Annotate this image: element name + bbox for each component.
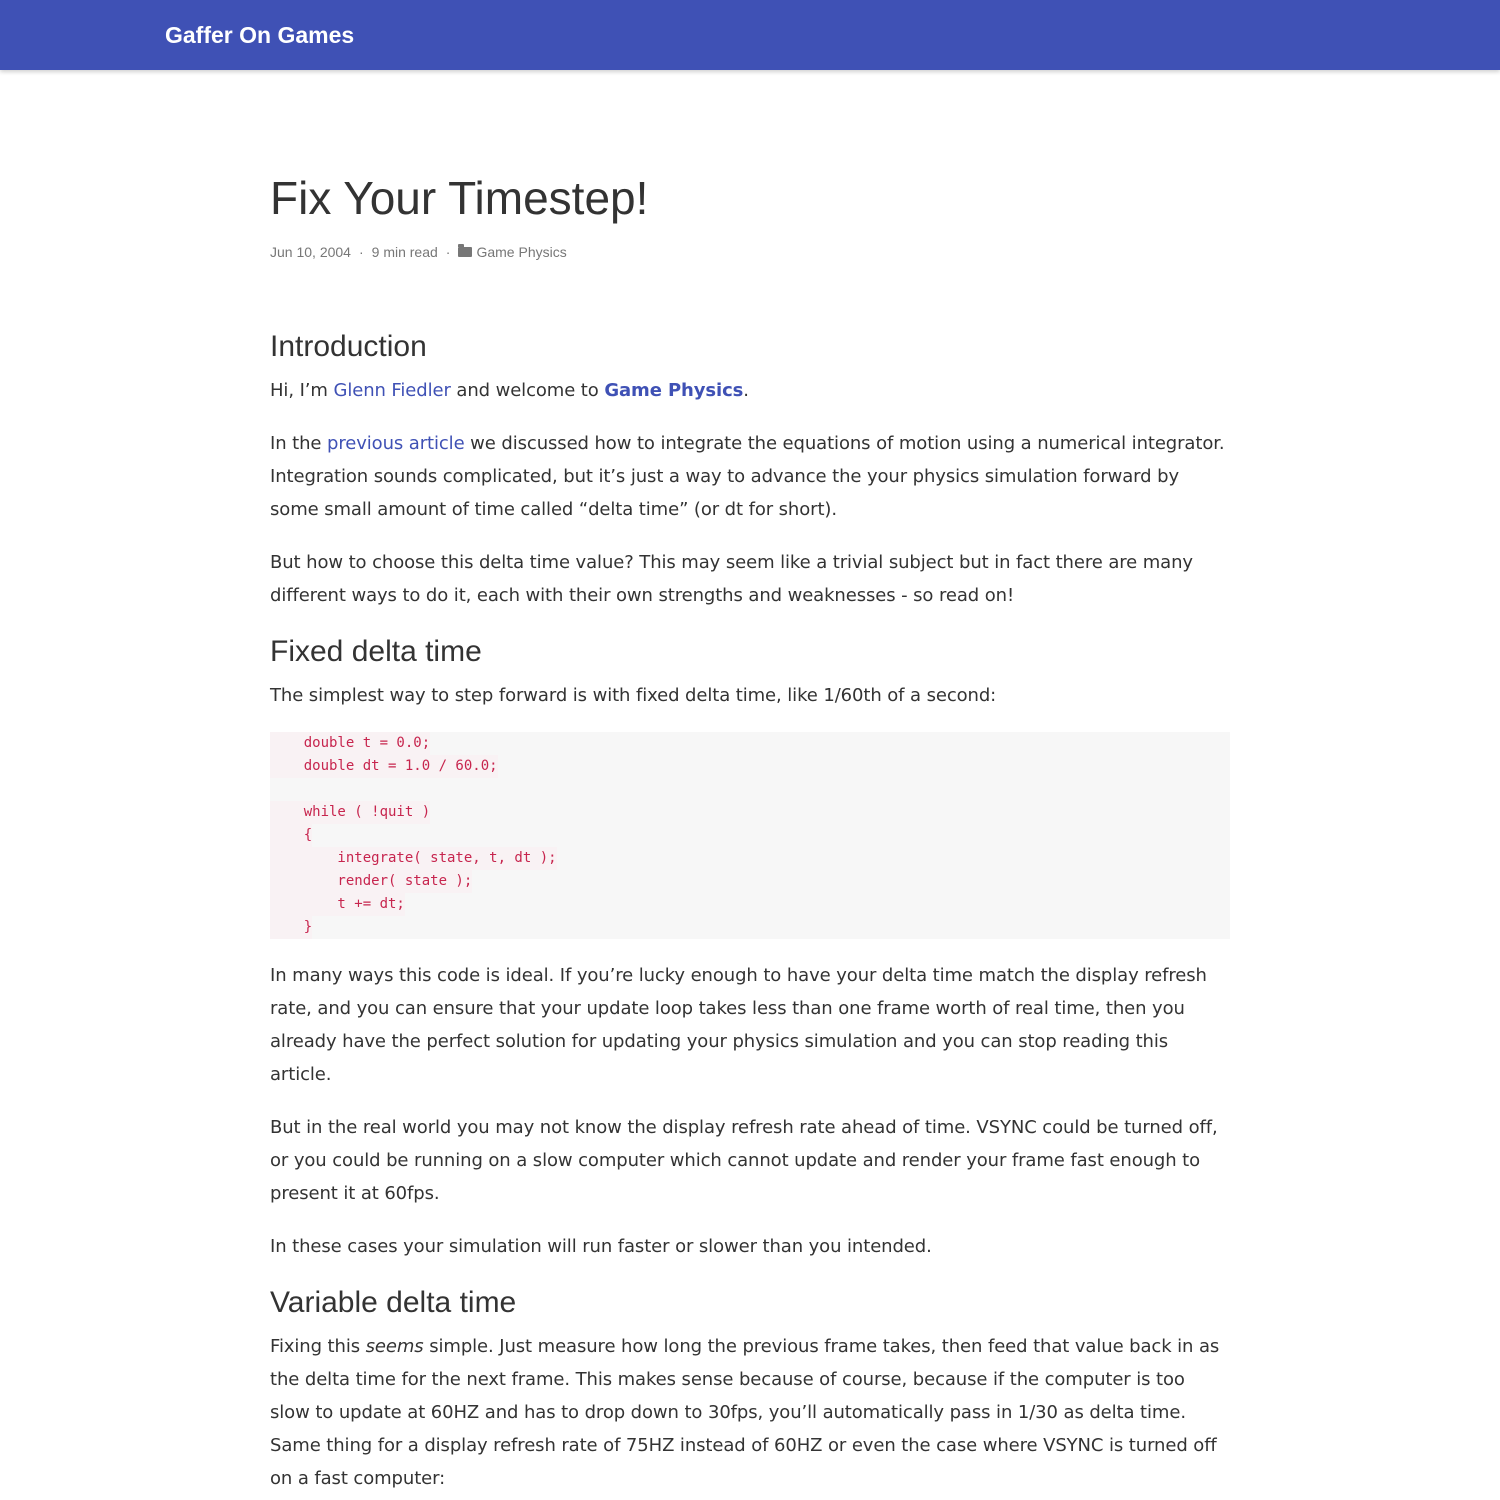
fixed-paragraph-4: In these cases your simulation will run faster or slower than you intended. bbox=[270, 1236, 932, 1257]
code-line: } bbox=[270, 916, 312, 939]
code-line: while ( !quit ) bbox=[270, 801, 430, 824]
site-brand-link[interactable]: Gaffer On Games bbox=[165, 22, 355, 48]
author-link[interactable]: Glenn Fiedler bbox=[333, 380, 451, 401]
post-date: Jun 10, 2004 bbox=[270, 244, 351, 260]
intro-paragraph-2 bbox=[270, 427, 1230, 526]
intro-paragraph-1 bbox=[270, 374, 1230, 407]
code-line: double t = 0.0; bbox=[270, 732, 430, 755]
section-heading-fixed-delta-time: Fixed delta time bbox=[270, 635, 482, 668]
section-heading-introduction: Introduction bbox=[270, 330, 427, 363]
emphasis-text: seems bbox=[365, 1336, 424, 1357]
code-line: integrate( state, t, dt ); bbox=[270, 847, 557, 870]
text-run: we discussed how to integrate the equations of motion using a numerical integrator. Integration sounds complicated, but it’s just a way to advance the your physics simulation forward by some small amount of time called “delta time” (or dt for short). bbox=[270, 433, 1225, 520]
fixed-paragraph-1: The simplest way to step forward is with fixed delta time, like 1/60th of a second: bbox=[270, 685, 997, 706]
code-line: { bbox=[270, 824, 312, 847]
code-line: render( state ); bbox=[270, 870, 472, 893]
text-run: simple. Just measure how long the previous frame takes, then feed that value back in as the delta time for the next frame. This makes sense because of course, because if the computer is too slow to update at 60HZ and has to drop down to 30fps, you’ll automatically pass in 1/30 as delta time. Same thing for a display refresh rate of 75HZ instead of 60HZ or even the case where VSYNC is turned off on a fast computer: bbox=[270, 1336, 1220, 1489]
post-meta bbox=[270, 242, 567, 262]
game-physics-link[interactable]: Game Physics bbox=[604, 380, 744, 401]
intro-paragraph-3: But how to choose this delta time value? This may seem like a trivial subject but in fact there are many different ways to do it, each with their own strengths and weaknesses - so read on! bbox=[270, 552, 1193, 606]
read-time: 9 min read bbox=[371, 244, 438, 260]
code-line: double dt = 1.0 / 60.0; bbox=[270, 755, 498, 778]
meta-separator: · bbox=[358, 244, 364, 260]
folder-icon bbox=[458, 247, 472, 257]
text-run: . bbox=[743, 380, 749, 401]
variable-paragraph-1 bbox=[270, 1330, 1230, 1495]
section-heading-variable-delta-time: Variable delta time bbox=[270, 1286, 517, 1319]
fixed-paragraph-3: But in the real world you may not know the display refresh rate ahead of time. VSYNC could be turned off, or you could be running on a slow computer which cannot update and render your frame fast enough to present it at 60fps. bbox=[270, 1117, 1218, 1204]
code-line: t += dt; bbox=[270, 893, 405, 916]
fixed-paragraph-2: In many ways this code is ideal. If you’re lucky enough to have your delta time match the display refresh rate, and you can ensure that your update loop takes less than one frame worth of real time, then you already have the perfect solution for updating your physics simulation and you can stop reading this article. bbox=[270, 965, 1207, 1085]
text-run: In the bbox=[270, 433, 328, 454]
text-run: and welcome to bbox=[450, 380, 605, 401]
text-run: Fixing this bbox=[270, 1336, 366, 1357]
page-title: Fix Your Timestep! bbox=[270, 172, 649, 224]
meta-separator: · bbox=[445, 244, 451, 260]
category-link[interactable]: Game Physics bbox=[476, 244, 567, 260]
code-block bbox=[270, 732, 1230, 939]
text-run: Hi, I’m bbox=[270, 380, 334, 401]
previous-article-link[interactable]: previous article bbox=[327, 433, 465, 454]
top-navbar bbox=[0, 0, 1500, 70]
